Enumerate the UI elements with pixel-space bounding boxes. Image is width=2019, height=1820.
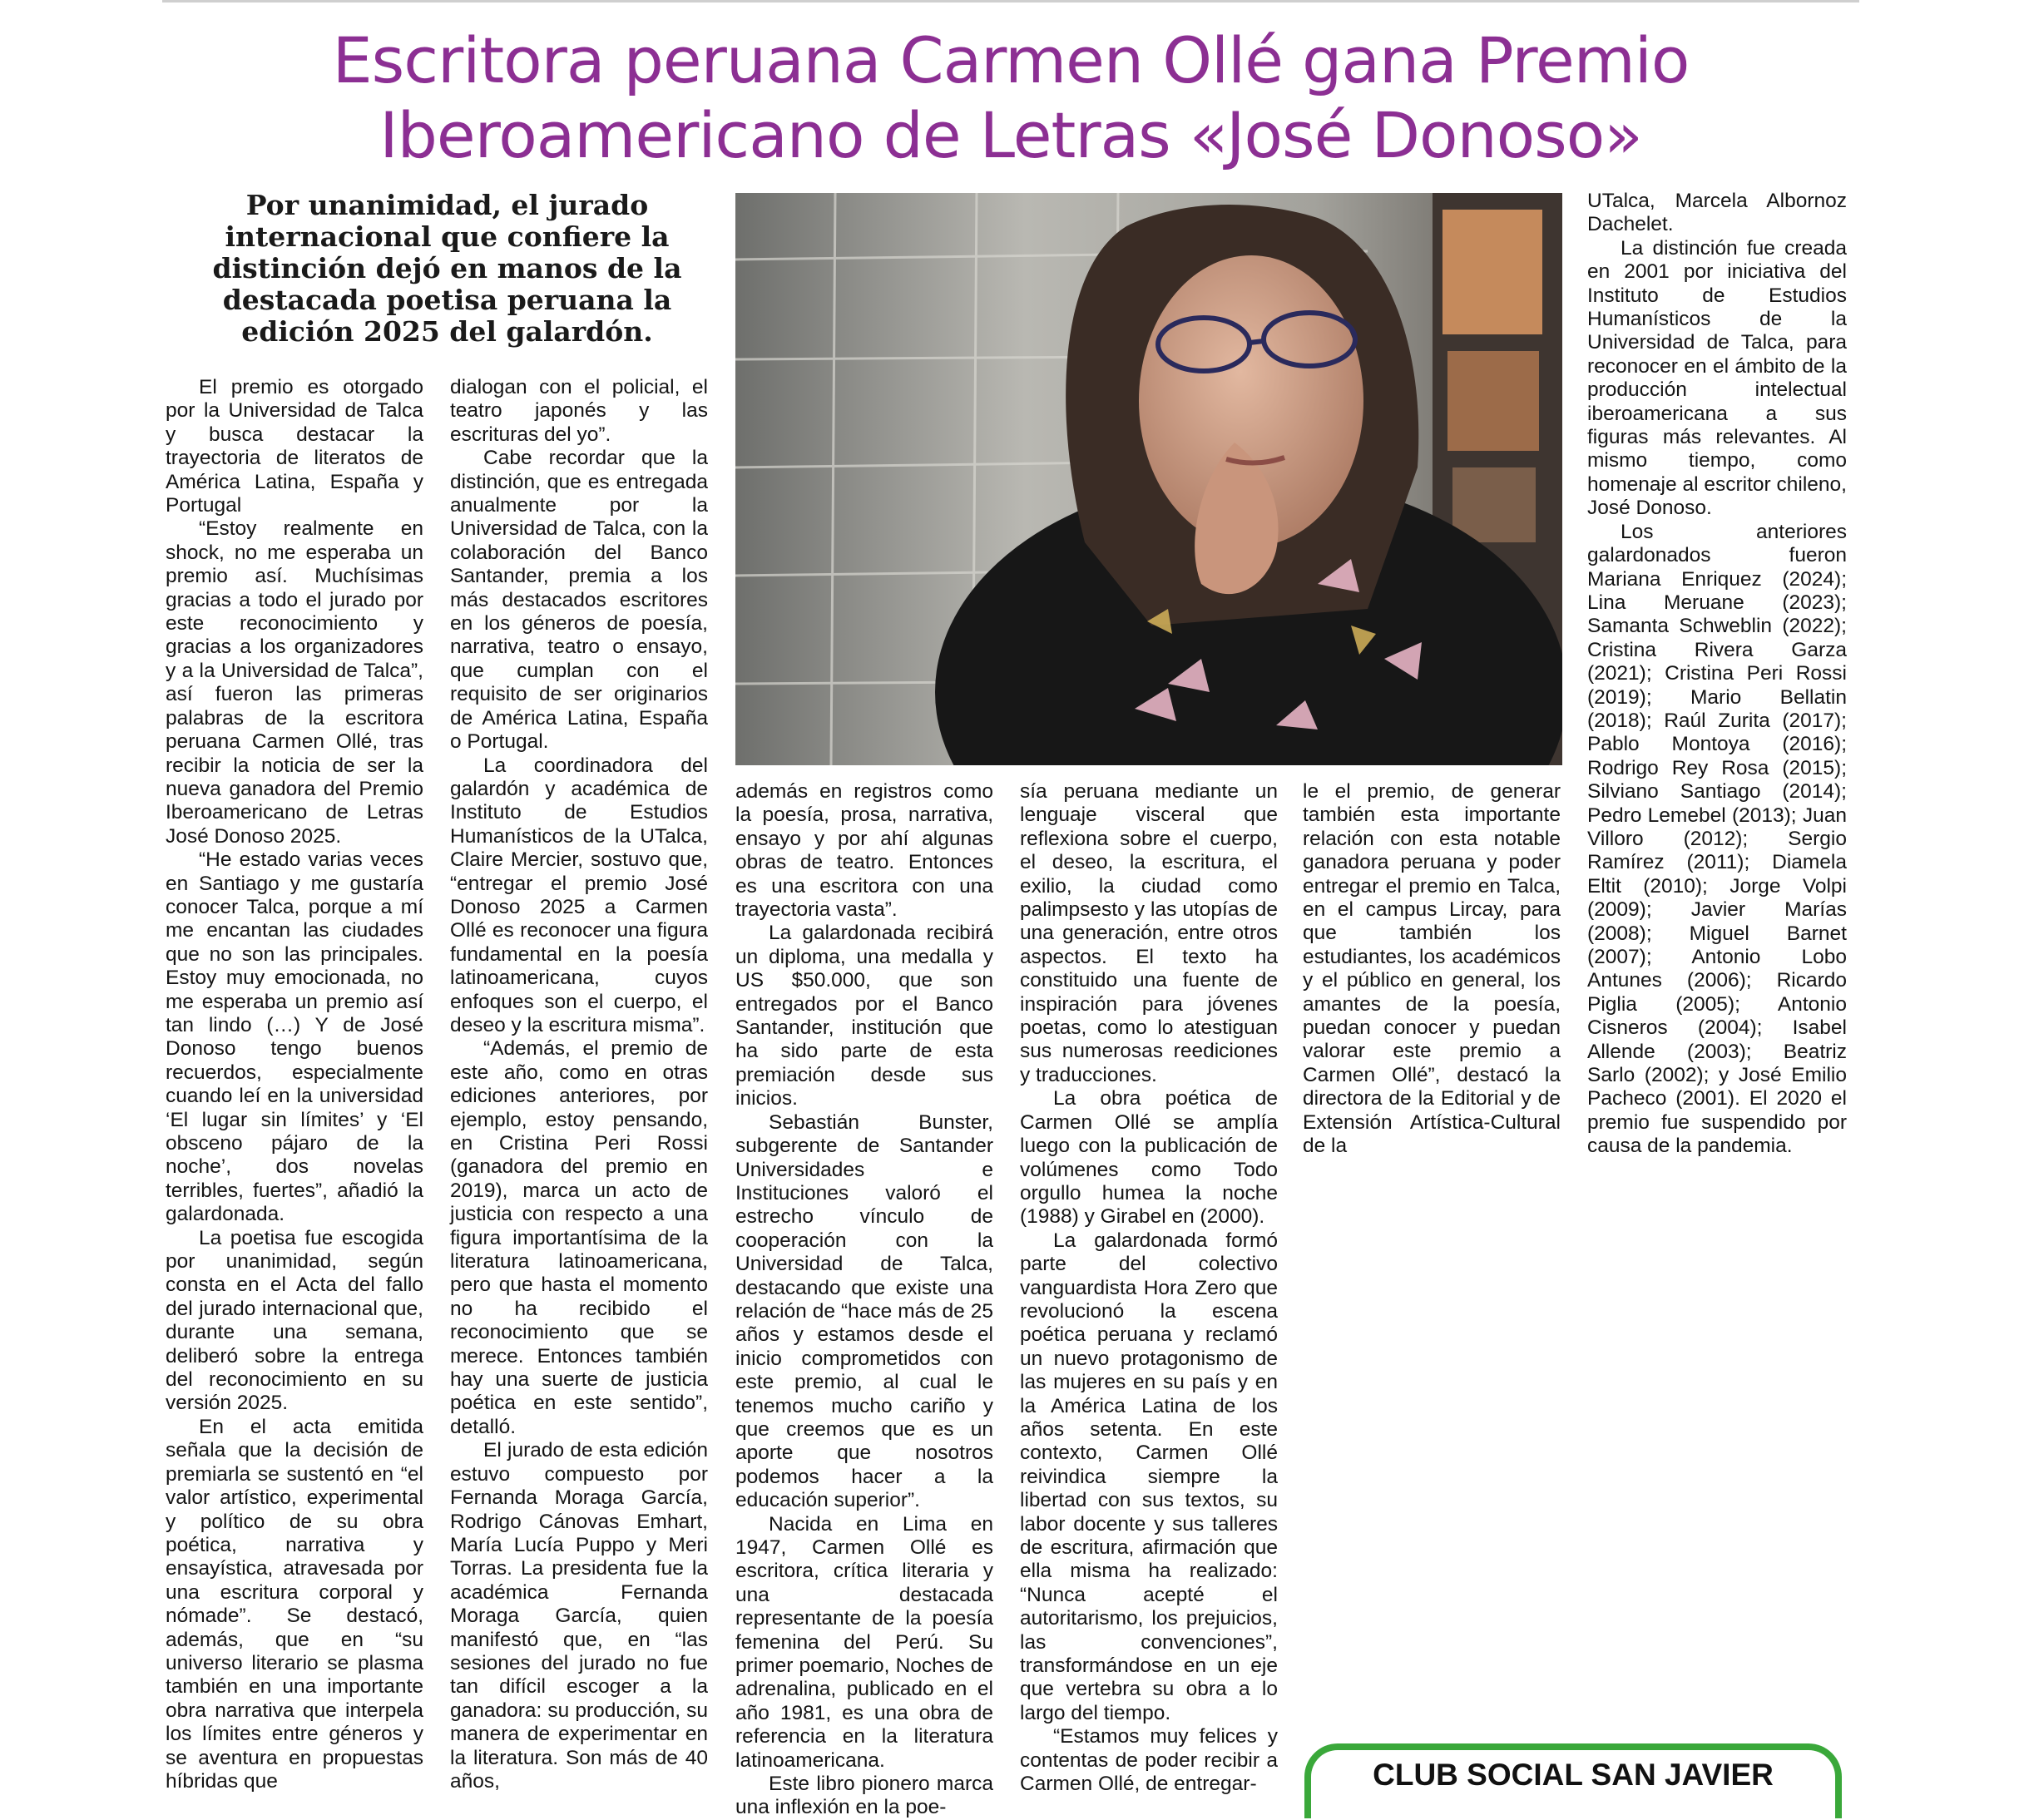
paragraph: UTalca, Marcela Albornoz Dachelet. [1587, 190, 1847, 236]
portrait-illustration [735, 193, 1562, 765]
paragraph: El jurado de esta edición estuvo compuesto por Fernanda Moraga García, Rodrigo Cánovas Emhart, María Lucía Puppo y Meri Torras. La presidenta fue la académica Fernanda Moraga García, quien manifestó que, en “las sesiones del jurado no fue tan difícil escoger a la ganadora: su producción, su manera de experimentar en la literatura. Son más de 40 años, [450, 1439, 708, 1793]
paragraph: sía peruana mediante un lenguaje visceral que reflexiona sobre el cuerpo, el deseo, la escritura, el exilio, la ciudad como palimpsesto y las utopías de una generación, entre otros aspectos. El texto ha constituido una fuente de inspiración para jóvenes poetas, como lo atestiguan sus numerosas reediciones y traducciones. [1020, 780, 1278, 1086]
column-4 [1020, 780, 1278, 1796]
paragraph: La obra poética de Carmen Ollé se amplía luego con la publicación de volúmenes como Todo orgullo humea la noche (1988) y Girabel en (2000). [1020, 1087, 1278, 1229]
paragraph: “Estoy realmente en shock, no me esperaba un premio así. Muchísimas gracias a todo el jurado por este reconocimiento y gracias a los organizadores y a la Universidad de Talca”, así fueron las primeras palabras de la escritora peruana Carmen Ollé, tras recibir la noticia de ser la nueva ganadora del Premio Iberoamericano de Letras José Donoso 2025. [166, 517, 423, 848]
paragraph: En el acta emitida señala que la decisión de premiarla se sustentó en “el valor artístico, experimental y político de su obra poética, narrativa y ensayística, atravesada por una escritura corporal y nómade”. Se destacó, además, que en “su universo literario se plasma también en una importante obra narrativa que interpela los límites entre géneros y se aventura en propuestas híbridas que [166, 1415, 423, 1793]
paragraph: La distinción fue creada en 2001 por iniciativa del Instituto de Estudios Humanísticos de la Universidad de Talca, para reconocer en el ámbito de la producción intelectual iberoamericana a sus figuras más relevantes. Al mismo tiempo, como homenaje al escritor chileno, José Donoso. [1587, 236, 1847, 520]
paragraph: “Estamos muy felices y contentas de poder recibir a Carmen Ollé, de entregar- [1020, 1725, 1278, 1796]
headline [125, 23, 1897, 173]
paragraph: La poetisa fue escogida por unanimidad, según consta en el Acta del fallo del jurado internacional que, durante una semana, deliberó sobre la entrega del reconocimiento en su versión 2025. [166, 1226, 423, 1415]
paragraph: El premio es otorgado por la Universidad de Talca y busca destacar la trayectoria de literatos de América Latina, España y Portugal [166, 376, 423, 517]
paragraph: La galardonada formó parte del colectivo vanguardista Hora Zero que revolucionó la escena poética peruana y reclamó un nuevo protagonismo de las mujeres en su país y en la América Latina de los años setenta. En este contexto, Carmen Ollé reivindica siempre la libertad con sus textos, su labor docente y sus talleres de escritura, afirmación que ella misma ha realizado: “Nunca acepté el autoritarismo, los prejuicios, las convenciones”, transformándose en un eje que vertebra su obra a lo largo del tiempo. [1020, 1229, 1278, 1724]
paragraph: Este libro pionero marca una inflexión en la poe- [735, 1773, 993, 1819]
top-rule [162, 0, 1859, 2]
paragraph: “He estado varias veces en Santiago y me gustaría conocer Talca, porque a mí me encantan las ciudades que no son las principales. Estoy muy emocionada, no me esperaba un premio así tan lindo (…) Y de José Donoso tengo buenos recuerdos, especialmente cuando leí en la universidad ‘El lugar sin límites’ y ‘El obsceno pájaro de la noche’, dos novelas terribles, fuertes”, añadió la galardonada. [166, 848, 423, 1226]
column-3 [735, 780, 993, 1820]
column-5 [1303, 780, 1561, 1159]
club-social-title: CLUB SOCIAL SAN JAVIER [1373, 1758, 1774, 1792]
deck-subtitle: Por unanimidad, el jurado internacional que confiere la distinción dejó en manos de la destacada poetisa peruana la edición 2025 del galardón. [212, 189, 682, 348]
column-6 [1587, 190, 1847, 1159]
headline-line-1: Escritora peruana Carmen Ollé gana Premio [332, 23, 1690, 97]
paragraph: además en registros como la poesía, prosa, narrativa, ensayo y por ahí algunas obras de teatro. Entonces es una escritora con una trayectoria vasta”. [735, 780, 993, 922]
paragraph: “Además, el premio de este año, como en otras ediciones anteriores, por ejemplo, estoy pensando, en Cristina Peri Rossi (ganadora del premio en 2019), marca un acto de justicia con respecto a una figura importantísima de la literatura latinoamericana, pero que hasta el momento no ha recibido el reconocimiento que se merece. Entonces también hay una suerte de justicia poética en este sentido”, detalló. [450, 1037, 708, 1438]
paragraph: Sebastián Bunster, subgerente de Santander Universidades e Instituciones valoró el estrecho vínculo de cooperación con la Universidad de Talca, destacando que existe una relación de “hace más de 25 años y estamos desde el inicio comprometidos con este premio, al cual le tenemos mucho cariño y que creemos que es un aporte que nosotros podemos hacer a la educación superior”. [735, 1110, 993, 1512]
column-1 [166, 376, 423, 1793]
paragraph: Cabe recordar que la distinción, que es entregada anualmente por la Universidad de Talca, con la colaboración del Banco Santander, premia a los más destacados escritores en los géneros de poesía, narrativa, teatro o ensayo, que cumplan con el requisito de ser originarios de América Latina, España o Portugal. [450, 447, 708, 754]
column-2 [450, 376, 708, 1793]
paragraph: dialogan con el policial, el teatro japonés y las escrituras del yo”. [450, 376, 708, 446]
paragraph: Los anteriores galardonados fueron Mariana Enriquez (2024); Lina Meruane (2023); Samanta Schweblin (2022); Cristina Rivera Garza (2021); Cristina Peri Rossi (2019); Mario Bellatin (2018); Raúl Zurita (2017); Pablo Montoya (2016); Rodrigo Rey Rosa (2015); Silviano Santiago (2014); Pedro Lemebel (2013); Juan Villoro (2012); Sergio Ramírez (2011); Diamela Eltit (2010); Jorge Volpi (2009); Javier Marías (2008); Miguel Barnet (2007); Antonio Lobo Antunes (2006); Ricardo Piglia (2005); Antonio Cisneros (2004); Isabel Allende (2003); Beatriz Sarlo (2002); y José Emilio Pacheco (2001). El 2020 el premio fue suspendido por causa de la pandemia. [1587, 520, 1847, 1158]
paragraph: le el premio, de generar también esta importante relación con esta notable ganadora peruana y poder entregar el premio en Talca, en el campus Lircay, para que también los estudiantes, los académicos y el público en general, los amantes de la poesía, puedan conocer y puedan valorar este premio a Carmen Ollé”, destacó la directora de la Editorial y de Extensión Artística-Cultural de la [1303, 780, 1561, 1158]
headline-line-2: Iberoamericano de Letras «José Donoso» [379, 98, 1642, 172]
paragraph: La galardonada recibirá un diploma, una medalla y US $50.000, que son entregados por el Banco Santander, institución que ha sido parte de esta premiación desde sus inicios. [735, 922, 993, 1110]
club-social-ad [1304, 1743, 1842, 1818]
paragraph: La coordinadora del galardón y académica de Instituto de Estudios Humanísticos de la UTalca, Claire Mercier, sostuvo que, “entregar el premio José Donoso 2025 a Carmen Ollé es reconocer una figura fundamental en la poesía latinoamericana, cuyos enfoques son el cuerpo, el deseo y la escritura misma”. [450, 754, 708, 1036]
paragraph: Nacida en Lima en 1947, Carmen Ollé es escritora, crítica literaria y una destacada representante de la poesía femenina del Perú. Su primer poemario, Noches de adrenalina, publicado en el año 1981, es una obra de referencia en la literatura latinoamericana. [735, 1512, 993, 1772]
portrait-photo [735, 193, 1562, 765]
